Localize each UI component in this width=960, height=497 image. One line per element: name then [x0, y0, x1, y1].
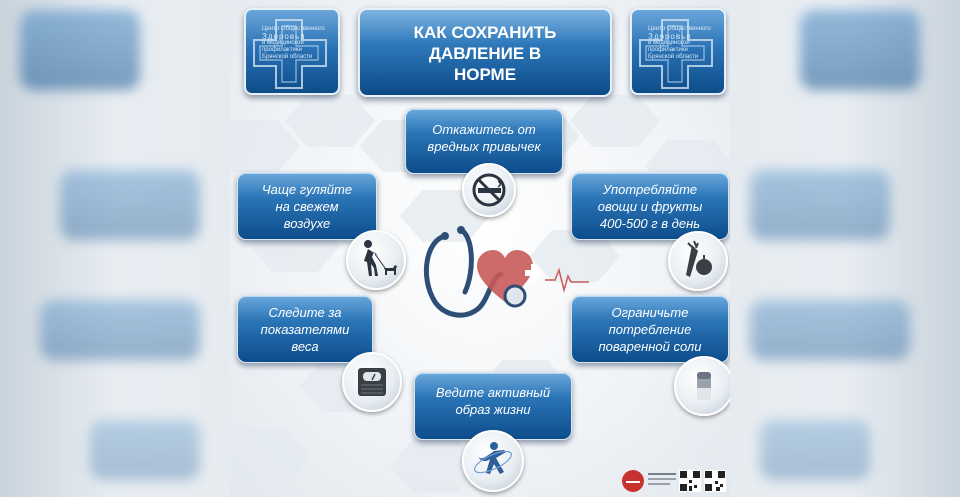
- logo-line: Центр Общественного: [262, 26, 325, 32]
- walking-dog-icon: [346, 230, 406, 290]
- tip-card-weight: [237, 295, 373, 363]
- tip-text: потребление: [608, 322, 692, 337]
- tip-text: Употребляйте: [602, 182, 698, 197]
- blurred-background-right: [730, 0, 960, 497]
- logo-left: [244, 8, 340, 95]
- sponsor-logo-icon: [620, 468, 646, 494]
- tip-text: овощи и фрукты: [597, 199, 703, 214]
- tip-text: показателями: [260, 322, 350, 337]
- title-line: НОРМЕ: [453, 65, 517, 84]
- tip-text: веса: [291, 339, 319, 354]
- tip-text: Ограничьте: [611, 305, 689, 320]
- tip-text: Ведите активный: [435, 385, 551, 400]
- page-title: [360, 22, 610, 85]
- salt-shaker-icon: [674, 356, 730, 416]
- title-line: ДАВЛЕНИЕ В: [428, 44, 542, 63]
- tip-text: Чаще гуляйте: [261, 182, 353, 197]
- tip-text: на свежем: [275, 199, 339, 214]
- logo-right: [630, 8, 726, 95]
- logo-line: и медицинской профилактики: [262, 40, 304, 53]
- tip-text: 400-500 г в день: [599, 216, 701, 231]
- qr-code-icon: [704, 470, 726, 492]
- title-line: КАК СОХРАНИТЬ: [413, 23, 557, 42]
- no-smoking-icon: [462, 163, 516, 217]
- logo-line: Здоровья: [648, 32, 692, 41]
- title-banner: [358, 8, 612, 97]
- logo-line: и медицинской профилактики: [648, 40, 690, 53]
- poster: [230, 0, 730, 497]
- tip-card-walk: [237, 172, 377, 240]
- logo-line: Центр Общественного: [648, 26, 711, 32]
- logo-line: Здоровья: [262, 32, 306, 41]
- blurred-background-left: [0, 0, 230, 497]
- qr-code-icon: [679, 470, 701, 492]
- tip-text: образ жизни: [455, 402, 531, 417]
- vegetables-icon: [668, 231, 728, 291]
- footer-fine-print: [648, 473, 676, 487]
- tip-card-salt: [571, 295, 729, 363]
- tip-text: воздухе: [283, 216, 331, 231]
- logo-line: Брянской области: [648, 54, 699, 60]
- tip-text: Следите за: [268, 305, 342, 320]
- tip-text: поваренной соли: [598, 339, 702, 354]
- tip-text: Откажитесь от: [432, 122, 536, 137]
- active-person-icon: [462, 430, 524, 492]
- tip-text: вредных привычек: [427, 139, 541, 154]
- logo-line: Брянской области: [262, 54, 313, 60]
- scale-icon: [342, 352, 402, 412]
